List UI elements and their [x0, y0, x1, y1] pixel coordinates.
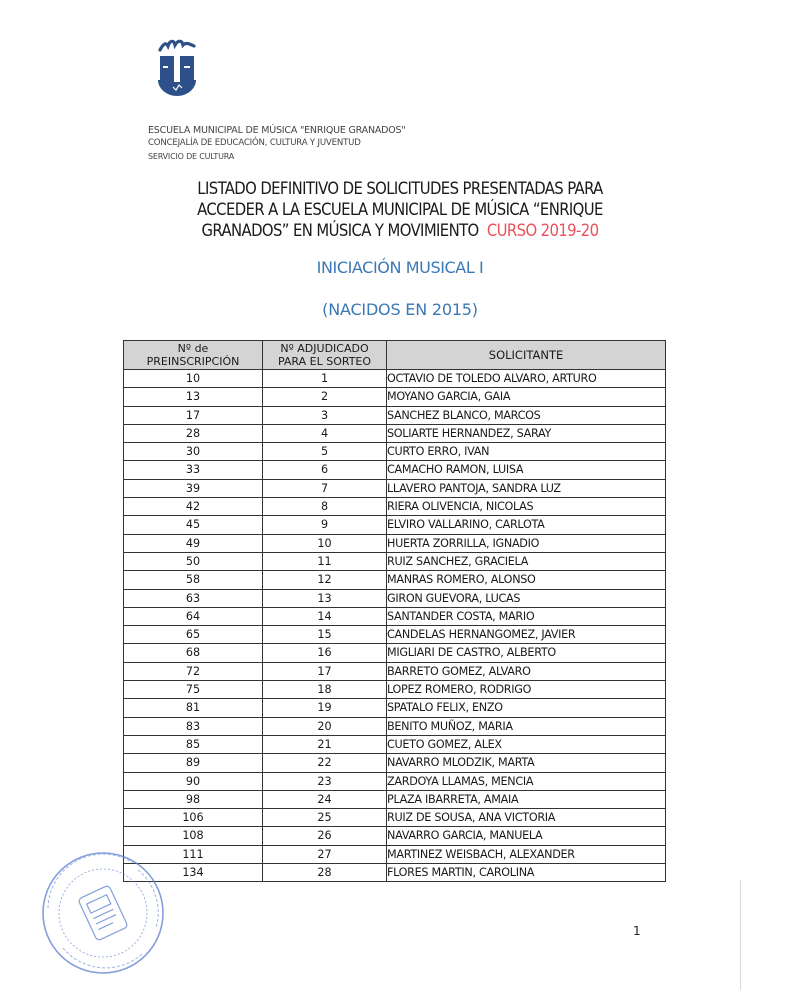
solicitante-cell: CUETO GOMEZ, ALEX: [387, 735, 666, 753]
solicitante-cell: SANTANDER COSTA, MARIO: [387, 607, 666, 625]
title-line-2: ACCEDER A LA ESCUELA MUNICIPAL DE MÚSICA “ENRIQUE: [197, 200, 603, 219]
solicitante-cell: GIRON GUEVORA, LUCAS: [387, 589, 666, 607]
sorteo-cell: 8: [263, 498, 387, 516]
solicitante-cell: MANRAS ROMERO, ALONSO: [387, 571, 666, 589]
table-row: [124, 370, 666, 388]
preinscripcion-cell: 134: [124, 864, 263, 882]
sorteo-cell: 23: [263, 772, 387, 790]
table-row: [124, 790, 666, 808]
preinscripcion-cell: 64: [124, 607, 263, 625]
table-row: [124, 845, 666, 863]
table-row: [124, 534, 666, 552]
organization-header: [148, 124, 406, 163]
header-adjudicado: [263, 341, 387, 370]
preinscripcion-cell: 75: [124, 681, 263, 699]
table-row: [124, 772, 666, 790]
sorteo-cell: 28: [263, 864, 387, 882]
header-preinscripcion-line1: Nº de: [177, 342, 209, 355]
solicitante-cell: SPATALO FELIX, ENZO: [387, 699, 666, 717]
solicitante-cell: LOPEZ ROMERO, RODRIGO: [387, 681, 666, 699]
sorteo-cell: 4: [263, 424, 387, 442]
sorteo-cell: 16: [263, 644, 387, 662]
sorteo-cell: 21: [263, 735, 387, 753]
sorteo-cell: 17: [263, 662, 387, 680]
table-row: [124, 644, 666, 662]
sorteo-cell: 9: [263, 516, 387, 534]
header-preinscripcion-line2: PREINSCRIPCIÓN: [146, 355, 240, 368]
table-row: [124, 699, 666, 717]
solicitante-cell: BENITO MUÑOZ, MARIA: [387, 717, 666, 735]
preinscripcion-cell: 42: [124, 498, 263, 516]
solicitante-cell: PLAZA IBARRETA, AMAIA: [387, 790, 666, 808]
preinscripcion-cell: 106: [124, 809, 263, 827]
sorteo-cell: 7: [263, 479, 387, 497]
preinscripcion-cell: 10: [124, 370, 263, 388]
preinscripcion-cell: 98: [124, 790, 263, 808]
solicitante-cell: BARRETO GOMEZ, ALVARO: [387, 662, 666, 680]
solicitante-cell: MARTINEZ WEISBACH, ALEXANDER: [387, 845, 666, 863]
solicitante-cell: RUIZ DE SOUSA, ANA VICTORIA: [387, 809, 666, 827]
preinscripcion-cell: 65: [124, 626, 263, 644]
solicitante-cell: SOLIARTE HERNANDEZ, SARAY: [387, 424, 666, 442]
table-row: [124, 571, 666, 589]
table-header-row: [124, 341, 666, 370]
table-row: [124, 424, 666, 442]
table-row: [124, 461, 666, 479]
solicitante-cell: ELVIRO VALLARINO, CARLOTA: [387, 516, 666, 534]
solicitante-cell: NAVARRO GARCIA, MANUELA: [387, 827, 666, 845]
solicitante-cell: MIGLIARI DE CASTRO, ALBERTO: [387, 644, 666, 662]
sorteo-cell: 24: [263, 790, 387, 808]
table-row: [124, 681, 666, 699]
table-row: [124, 406, 666, 424]
preinscripcion-cell: 89: [124, 754, 263, 772]
table-row: [124, 662, 666, 680]
table-row: [124, 626, 666, 644]
header-solicitante: SOLICITANTE: [387, 341, 666, 370]
sorteo-cell: 20: [263, 717, 387, 735]
solicitante-cell: FLORES MARTIN, CAROLINA: [387, 864, 666, 882]
table-row: [124, 498, 666, 516]
solicitante-cell: CAMACHO RAMON, LUISA: [387, 461, 666, 479]
sorteo-cell: 25: [263, 809, 387, 827]
preinscripcion-cell: 83: [124, 717, 263, 735]
solicitante-cell: HUERTA ZORRILLA, IGNADIO: [387, 534, 666, 552]
preinscripcion-cell: 30: [124, 443, 263, 461]
preinscripcion-cell: 72: [124, 662, 263, 680]
sorteo-cell: 3: [263, 406, 387, 424]
sorteo-cell: 2: [263, 388, 387, 406]
table-row: [124, 735, 666, 753]
solicitante-cell: ZARDOYA LLAMAS, MENCIA: [387, 772, 666, 790]
table-row: [124, 479, 666, 497]
table-row: [124, 552, 666, 570]
table-row: [124, 717, 666, 735]
sorteo-cell: 12: [263, 571, 387, 589]
level-subtitle: INICIACIÓN MUSICAL I: [316, 258, 484, 277]
sorteo-cell: 22: [263, 754, 387, 772]
table-row: [124, 516, 666, 534]
table-row: [124, 827, 666, 845]
course-year: CURSO 2019-20: [486, 221, 599, 240]
applicants-table: [123, 340, 666, 882]
table-row: [124, 864, 666, 882]
sorteo-cell: 18: [263, 681, 387, 699]
preinscripcion-cell: 45: [124, 516, 263, 534]
sorteo-cell: 27: [263, 845, 387, 863]
sorteo-cell: 1: [263, 370, 387, 388]
preinscripcion-cell: 17: [124, 406, 263, 424]
sorteo-cell: 11: [263, 552, 387, 570]
sorteo-cell: 26: [263, 827, 387, 845]
solicitante-cell: OCTAVIO DE TOLEDO ALVARO, ARTURO: [387, 370, 666, 388]
preinscripcion-cell: 33: [124, 461, 263, 479]
preinscripcion-cell: 111: [124, 845, 263, 863]
table-row: [124, 589, 666, 607]
solicitante-cell: CANDELAS HERNANGOMEZ, JAVIER: [387, 626, 666, 644]
solicitante-cell: LLAVERO PANTOJA, SANDRA LUZ: [387, 479, 666, 497]
org-department: CONCEJALÍA DE EDUCACIÓN, CULTURA Y JUVENTUD: [148, 138, 361, 148]
preinscripcion-cell: 50: [124, 552, 263, 570]
title-line-3: GRANADOS” EN MÚSICA Y MOVIMIENTO: [201, 221, 479, 240]
official-seal-stamp-icon: [38, 848, 168, 978]
header-preinscripcion: [124, 341, 263, 370]
solicitante-cell: MOYANO GARCIA, GAIA: [387, 388, 666, 406]
table-row: [124, 607, 666, 625]
header-adjudicado-line1: Nº ADJUDICADO: [280, 342, 369, 355]
birth-year-subtitle: (NACIDOS EN 2015): [322, 300, 478, 319]
title-line-1: LISTADO DEFINITIVO DE SOLICITUDES PRESENTADAS PARA: [197, 179, 603, 198]
preinscripcion-cell: 85: [124, 735, 263, 753]
table-row: [124, 809, 666, 827]
preinscripcion-cell: 58: [124, 571, 263, 589]
org-service: SERVICIO DE CULTURA: [148, 152, 235, 161]
title-line-3-wrap: [140, 220, 660, 241]
preinscripcion-cell: 28: [124, 424, 263, 442]
sorteo-cell: 6: [263, 461, 387, 479]
sorteo-cell: 14: [263, 607, 387, 625]
preinscripcion-cell: 49: [124, 534, 263, 552]
org-name: ESCUELA MUNICIPAL DE MÚSICA "ENRIQUE GRANADOS": [148, 125, 406, 136]
sorteo-cell: 15: [263, 626, 387, 644]
preinscripcion-cell: 81: [124, 699, 263, 717]
table-row: [124, 754, 666, 772]
sorteo-cell: 5: [263, 443, 387, 461]
solicitante-cell: SANCHEZ BLANCO, MARCOS: [387, 406, 666, 424]
preinscripcion-cell: 90: [124, 772, 263, 790]
solicitante-cell: RIERA OLIVENCIA, NICOLAS: [387, 498, 666, 516]
table-row: [124, 443, 666, 461]
document-title: [140, 178, 660, 241]
scan-artifact-line: [740, 880, 741, 990]
page-number: 1: [633, 924, 641, 938]
preinscripcion-cell: 39: [124, 479, 263, 497]
solicitante-cell: NAVARRO MLODZIK, MARTA: [387, 754, 666, 772]
preinscripcion-cell: 63: [124, 589, 263, 607]
table-row: [124, 388, 666, 406]
header-adjudicado-line2: PARA EL SORTEO: [277, 355, 372, 368]
sorteo-cell: 10: [263, 534, 387, 552]
preinscripcion-cell: 108: [124, 827, 263, 845]
school-logo-icon: [154, 36, 204, 98]
sorteo-cell: 19: [263, 699, 387, 717]
solicitante-cell: CURTO ERRO, IVAN: [387, 443, 666, 461]
sorteo-cell: 13: [263, 589, 387, 607]
solicitante-cell: RUIZ SANCHEZ, GRACIELA: [387, 552, 666, 570]
preinscripcion-cell: 13: [124, 388, 263, 406]
preinscripcion-cell: 68: [124, 644, 263, 662]
